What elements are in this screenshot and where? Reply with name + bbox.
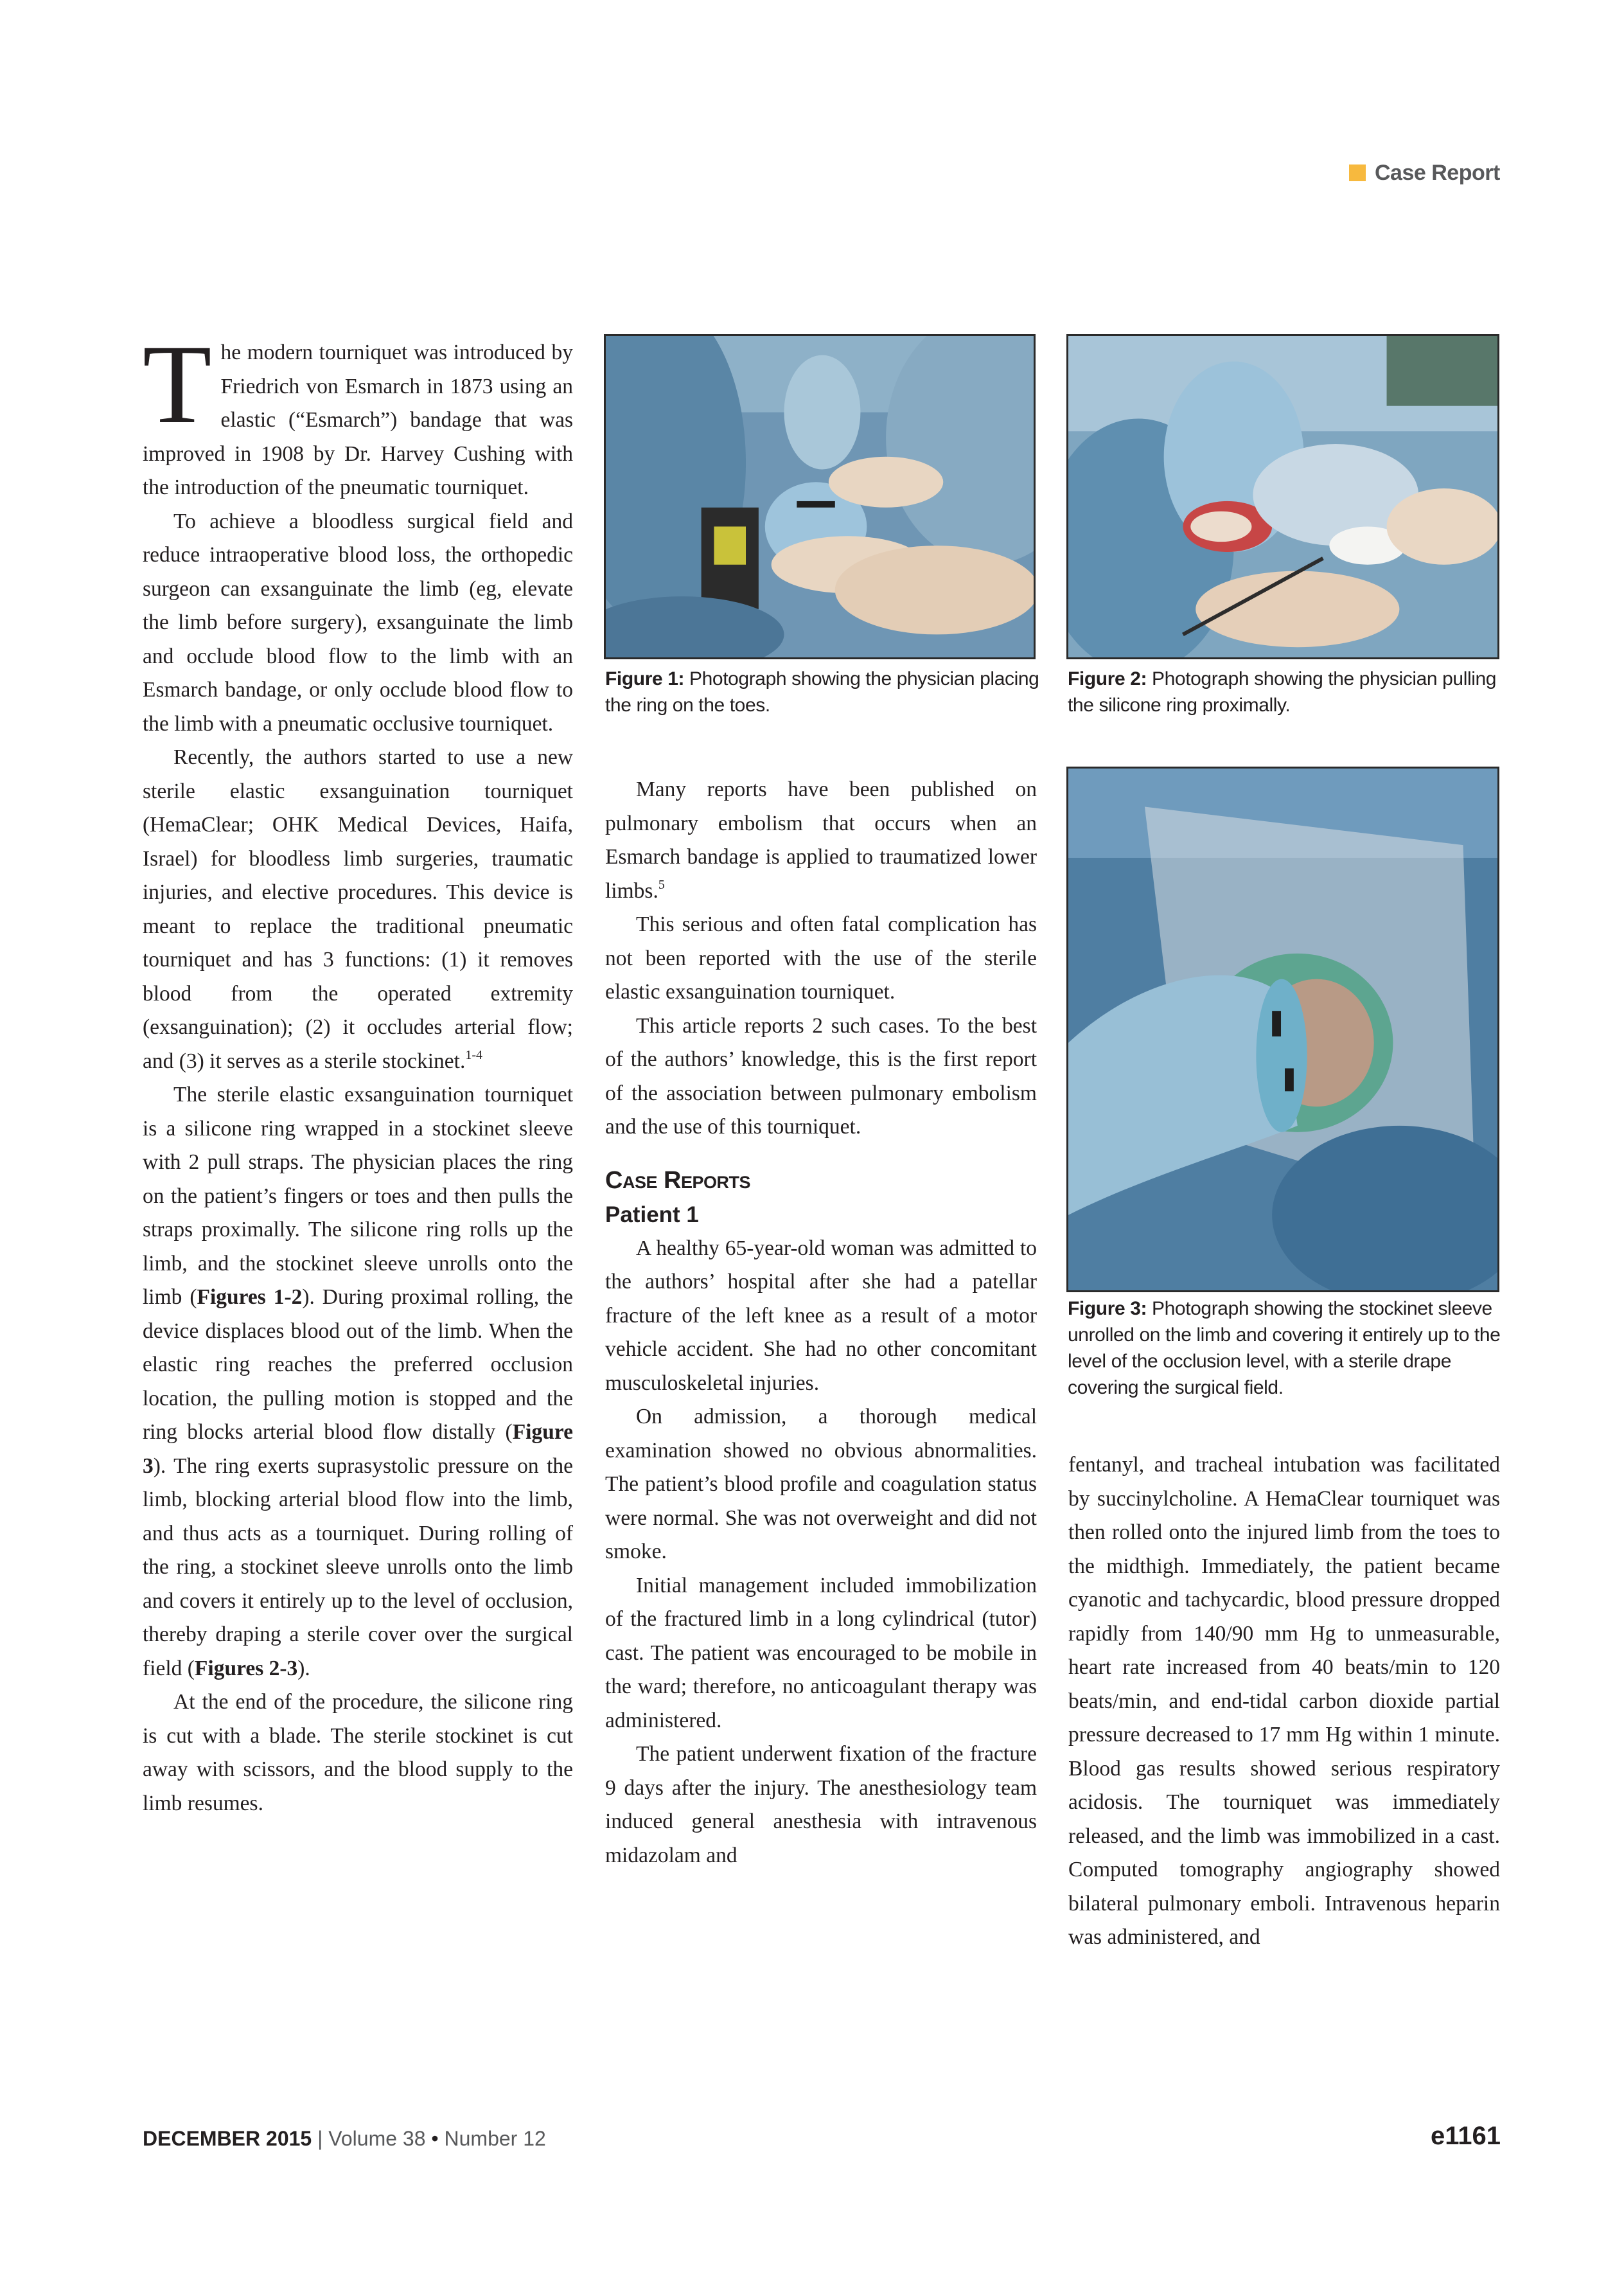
footer-month-year: DECEMBER 2015 [143,2127,312,2150]
figure-1-image [606,336,1034,657]
paragraph: Recently, the authors started to use a new sterile elastic exsanguination tourniquet (HemaClear; OHK Medical Devices, Haifa, Israel) for bloodless limb surgeries, traumatic injuries, and elective procedures. This device is meant to replace the traditional pneumatic tourniquet and has 3 functions: (1) it removes blood from the operated extremity (exsanguination); (2) it occludes arterial flow; and (3) it serves as a sterile stockinet.$^{1-4}$ [143,745,573,1073]
paragraph: fentanyl, and tracheal intubation was facilitated by succinylcholine. A HemaClear tourniquet was then rolled onto the injured limb from the toes to the midthigh. Immediately, the patient became cyanotic and tachycardic, blood pressure dropped rapidly from 140/90 mm Hg to unmeasurable, heart rate increased from 40 beats/min to 120 beats/min, and end-tidal carbon dioxide partial pressure decreased to 17 mm Hg within 1 minute. Blood gas results showed serious respiratory acidosis. The tourniquet was immediately released, and the limb was immobilized in a cast. Computed tomography angiography showed bilateral pulmonary emboli. Intravenous heparin was administered, and [1068,1453,1500,1949]
paragraph: A healthy 65-year-old woman was admitted to the authors’ hospital after she had a patellar fracture of the left knee as a result of a motor vehicle accident. She had no other concomitant musculoskeletal injuries. [605,1236,1037,1395]
citation: 5 [658,877,665,892]
paragraph: Initial management included immobilization of the fractured limb in a long cylindrical (tutor) cast. The patient was encouraged to be mobile in the ward; therefore, no anticoagulant therapy was administered. [605,1573,1037,1732]
figure-3-caption: Figure 3: Photograph showing the stockinet sleeve unrolled on the limb and covering it entirely up to the level of the occlusion level, with a sterile drape covering the surgical field. [1068,1298,1501,1398]
footer-separator: | [317,2127,323,2150]
text-column-3 [1068,1448,1500,1955]
page-number: e1161 [1430,2122,1501,2150]
figure-3-photo [1066,767,1499,1292]
footer-number: Number 12 [444,2127,546,2150]
footer-issue [143,2127,546,2151]
section-heading: Case Reports [605,1166,750,1194]
text-column-1 [143,322,574,1820]
drop-cap: T [143,322,212,447]
paragraph: On admission, a thorough medical examination showed no obvious abnormalities. The patient’s blood profile and coagulation status were normal. She was not overweight and did not smoke. [605,1405,1037,1563]
section-tag [1349,158,1500,188]
figure-1-caption: Figure 1: Photograph showing the physician placing the ring on the toes. [605,668,1039,716]
citation: 1-4 [465,1047,483,1062]
paragraph: The sterile elastic exsanguination tourniquet is a silicone ring wrapped in a stockinet sleeve with 2 pull straps. The physician places the ring on the patient’s fingers or toes and then pulls the straps proximally. The silicone ring rolls up the limb, and the stockinet sleeve unrolls onto the limb (Figures 1-2). During proximal rolling, the device displaces blood out of the limb. When the elastic ring reaches the preferred occlusion location, the pulling motion is stopped and the ring blocks arterial blood flow distally (Figure 3). The ring exerts suprasystolic pressure on the limb, blocking arterial blood flow into the limb, and thus acts as a tourniquet. During rolling of the ring, a stockinet sleeve unrolls onto the limb and covers it entirely up to the level of occlusion, thereby draping a sterile cover over the surgical field (Figures 2-3). [143,1083,574,1680]
figure-2-photo [1066,334,1499,659]
figure-reference: Figures 2-3 [194,1656,298,1680]
paragraph: This serious and often fatal complication has not been reported with the use of the sterile elastic exsanguination tourniquet. [605,912,1037,1004]
footer-bullet: • [431,2127,439,2150]
section-tag-square [1349,164,1366,181]
paragraph: Many reports have been published on pulmonary embolism that occurs when an Esmarch bandage is applied to traumatized lower limbs.$^5$ [605,778,1037,903]
figure-reference: Figures 1-2 [197,1285,303,1309]
paragraph: This article reports 2 such cases. To the best of the authors’ knowledge, this is the first report of the association between pulmonary embolism and the use of this tourniquet. [605,1013,1037,1139]
paragraph: The patient underwent fixation of the fracture 9 days after the injury. The anesthesiology team induced general anesthesia with intravenous midazolam and [605,1742,1037,1867]
figure-1-photo [604,334,1036,659]
subsection-heading: Patient 1 [605,1202,699,1227]
paragraph: To achieve a bloodless surgical field and reduce intraoperative blood loss, the orthopedic surgeon can exsanguinate the limb (eg, elevate the limb before surgery), exsanguinate the limb and occlude blood flow to the limb with an Esmarch bandage, or only occlude blood flow to the limb with a pneumatic occlusive tourniquet. [143,509,573,736]
intro-paragraph-text: he modern tourniquet was introduced by Friedrich von Esmarch in 1873 using an elastic (“Esmarch”) bandage that was improved in 1908 by Dr. Harvey Cushing with the introduction of the pneumatic tourniquet. [143,341,573,499]
figure-3-image [1068,769,1497,1290]
intro-paragraph [143,322,573,505]
text-column-2 [605,773,1037,1872]
footer-volume: Volume 38 [328,2127,426,2150]
section-tag-label: Case Report [1375,160,1500,185]
paragraph: At the end of the procedure, the silicone ring is cut with a blade. The sterile stockinet is cut away with scissors, and the blood supply to the limb resumes. [143,1690,573,1815]
figure-reference: Figure 3 [143,1420,573,1478]
figure-2-image [1068,336,1497,657]
figure-2-caption: Figure 2: Photograph showing the physician pulling the silicone ring proximally. [1068,668,1497,716]
